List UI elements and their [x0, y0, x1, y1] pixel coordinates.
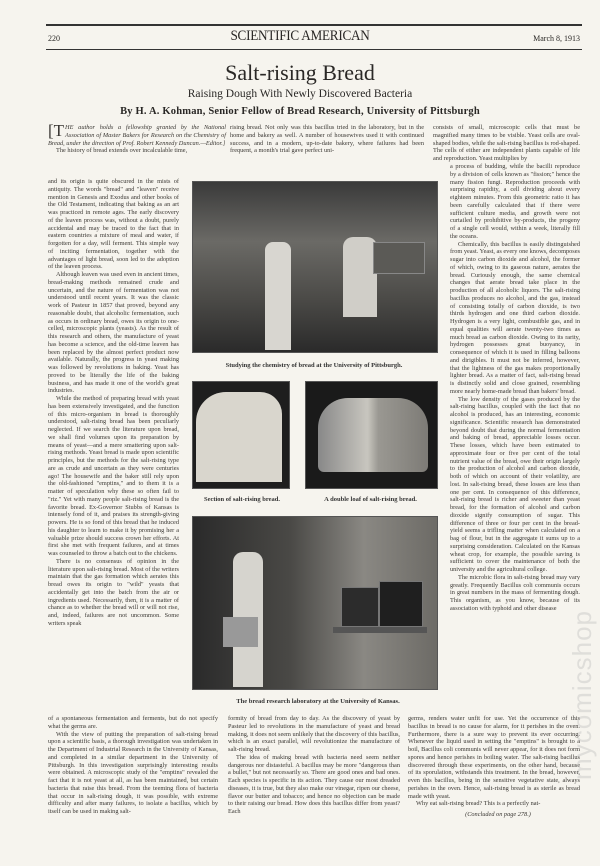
- paragraph: While the method of preparing bread with yeast has been extensively investigated, and the function of this micro-organism in bread is thoroughly understood, salt-rising bread has been peculiarly neglected. If we search the literature upon bread, we shall find volumes upon its preparation by means of yeast—and a mere smattering upon salt-rising methods. Yeast bread is made upon scientific principles, but the methods for the salt-rising type are as crude and uncertain as they were centuries ago! The housewife and the baker still rely upon the old-fashioned "emptins," and to them it is a matter of speculation why these so often fail to "riz." Yet with many people salt-rising bread is the favorite bread. Ex-Governor Stubbs of Kansas is intensely fond of it, and praises its strength-giving powers. He is so fond of this bread that he induced his daughter to learn to make it by promising her a valuable prize should success crown her efforts. At first she met with frequent failures, and at times was counseled to throw a batch out to the chickens.: [48, 395, 179, 557]
- bottom-column-2: [228, 715, 400, 816]
- figure-caption: The bread research laboratory at the University of Kansas.: [236, 698, 400, 705]
- figure-caption: Studying the chemistry of bread at the University of Pittsburgh.: [225, 362, 403, 369]
- article-subtitle: Raising Dough With Newly Discovered Bacteria: [187, 88, 413, 100]
- paragraph: With the view of putting the preparation of salt-rising bread upon a scientific basis, a thorough investigation was undertaken in the Department of Industrial Research in the University of Kansas, and completed in a similar department in the University of Pittsburgh. In this investigation surprisingly interesting results were obtained. A microscopic study of the "emptins" revealed the fact that it is not yeast at all, as has been maintained, but certain bacteria that raise this bread. From the teeming flora of bacteria that occur in salt-rising dough, it was possible, with extreme difficulty and after many failures, to isolate a bacillus, which by itself can be used in making salt-: [48, 730, 218, 815]
- paragraph: The idea of making bread with bacteria need seem neither dangerous nor distasteful. A bacillus may be more "dangerous than a bullet," but not necessarily so. There are good ones and bad ones. Each species is specific in its action. They cause our most dreaded diseases, it is true, but they also make our vinegar, ripen our cheese, flavor our butter and tobacco; and hence no objection can be made to their raising our bread. How does this bacillus differ from yeast? Each: [228, 753, 400, 815]
- editor-note: [THE author holds a fellowship granted by the National Association of Master Bakers for Research on the Chemistry of Bread, under the direction of Prof. Robert Kennedy Duncan.—Editor.]: [48, 121, 226, 147]
- paragraph: The history of bread extends over incalculable time,: [56, 147, 188, 155]
- left-column-top: [48, 121, 226, 155]
- middle-column-top: [230, 124, 424, 155]
- paragraph: Why eat salt-rising bread? This is a perfectly nat-: [416, 800, 541, 808]
- photo-bread-section: [192, 381, 290, 489]
- paragraph: and its origin is quite obscured in the mists of antiquity. The words "bread" and "leaven" receive mention in Genesis and Exodus and other books of the Old Testament, indicating that baking as an art was practiced in remote ages. The early discovery of the leaven process was, without a doubt, purely accidental and may be traced to the fact that in eastern countries a mixture of meal and water, if forgotten for a day, will ferment. This simple way of inciting fermentation, together with the advantages of light bread, soon led to the adoption of the leaven process.: [48, 178, 179, 271]
- continued-notice: (Concluded on page 278.): [465, 811, 531, 818]
- drop-cap: [T: [48, 121, 65, 140]
- top-rule: [46, 24, 582, 26]
- right-column-top: [433, 124, 580, 163]
- page-number: 220: [48, 34, 60, 43]
- paragraph: a process of budding, while the bacilli reproduce by a division of cells known as "fission;" hence the many fission fungi. Reproduction proceeds with surprising rapidity, a cell dividing about every eighteen minutes. From this geometric ratio it has been carefully calculated that if there were sufficient culture media, and growth were not curtailed by prohibitive by-products, the progeny of a single cell would, within a week, literally fill the oceans.: [450, 163, 580, 240]
- paragraph: germs, renders water unfit for use. Yet the occurrence of this bacillus in bread is no cause for alarm, for it perishes in the oven. Furthermore, there is a sure way to prevent its ever occurring. Whenever the liquid used in setting the "emptins" is brought to a boil, Bacillus coli communis will never appear, for it does not form spores and hence perishes in boiling water. The salt-rising bacillus discovered through these experiments, on the other hand, because of its sporulation, withstands this treatment. In the bread, however, even this bacillus, being in the sensitive vegetative state, always perishes in the oven. Hence, salt-rising bread is as sterile as bread made with yeast.: [408, 715, 580, 800]
- masthead: SCIENTIFIC AMERICAN: [230, 28, 370, 44]
- paragraph: There is no consensus of opinion in the literature upon salt-rising bread. Most of the writers maintain that the gas formation which aerates this bread owes its origin to "wild" yeasts that accidentally get into the batch from the air or ingredients used. Necessarily, then, it is a matter of chance as to whether the bread will or will not rise, and, indeed, failures are not uncommon. Some writers speak: [48, 557, 179, 627]
- photo-kansas-lab: [192, 516, 438, 690]
- photo-double-loaf: [305, 381, 438, 489]
- paragraph: formity of bread from day to day. As the discovery of yeast by Pasteur led to revolutions in the manufacture of yeast and bread making, it does not seem unlikely that the discovery of this bacillus, which is an exact parallel, will revolutionize the manufacture of salt-rising bread.: [228, 715, 400, 753]
- paragraph: of a spontaneous fermentation and ferments, but do not specify what the germs are.: [48, 715, 218, 730]
- paragraph: consists of small, microscopic cells that must be magnified many times to be visible. Yeast cells are oval-shaped bodies, while the salt-rising bacillus is rod-shaped. The cells of either are independent plants capable of life and reproduction. Yeast multiplies by: [433, 124, 580, 162]
- figure-caption: A double loaf of salt-rising bread.: [324, 496, 417, 503]
- bottom-column-1: [48, 715, 218, 816]
- watermark: mycomicshop: [567, 610, 597, 780]
- right-column: [450, 163, 580, 613]
- paragraph: rising bread. Not only was this bacillus tried in the laboratory, but in the home and bakery as well. A number of housewives used it with continued success, and in a modern, up-to-date bakery, where failures had been frequent, a month's trial gave perfect uni-: [230, 124, 424, 155]
- left-column: [48, 178, 179, 628]
- paragraph: The low density of the gases produced by the salt-rising bacillus, coupled with the fact that no alcohol is produced, has an interesting, economic significance. Scientific research has demonstrated beyond doubt that during the normal fermentation and baking of bread, appreciable losses occur. These losses, which have been estimated to approximate four or five per cent of the total nutrient value of the bread, owe their origin largely to the production of alcohol and carbon dioxide, both of which on account of their volatility, are lost. In salt-rising bread, these losses are less than one per cent. In consequence of this difference, salt-rising bread is richer and sweeter than yeast bread, for the formation of alcohol and carbon dioxide signify consumption of sugar. This difference of three or four per cent in the bread-yield seems a trifling matter when calculated on a bag of flour, but in the aggregate it sums up to a surprising consideration. Calculated on the Kansas wheat crop, for example, the possible saving is sufficient to cover the maintenance of both the university and the agricultural college.: [450, 395, 580, 573]
- header-rule: [46, 49, 582, 50]
- paragraph: Although leaven was used even in ancient times, bread-making methods remained crude and uncertain, and the nature of fermentation was not understood until recent years. It was the classic work of Pasteur in 1857 that proved, beyond any reasonable doubt, that alcoholic fermentation, such as occurs in ordinary bread, owes its origin to one-celled, microscopic plants (yeasts). As the result of this research and others, the manufacture of yeast has become a science, and the old-time leaven has been replaced by the almost perfect product now available. Naturally, the progress in yeast making was followed by revolutions in baking. Yeast has proved to be literally the life of the baking business, and has made it one of the world's great industries.: [48, 271, 179, 395]
- figure-caption: Section of salt-rising bread.: [203, 496, 281, 503]
- bottom-column-3: [408, 715, 580, 819]
- article-title: Salt-rising Bread: [225, 60, 375, 85]
- paragraph: The microbic flora in salt-rising bread may vary greatly. Frequently Bacillus coli communis occurs in great numbers in the mass of fermenting dough. This organism, as you know, because of its association with typhoid and other disease: [450, 573, 580, 612]
- byline: By H. A. Kohman, Senior Fellow of Bread Research, University of Pittsburgh: [120, 106, 480, 117]
- issue-date: March 8, 1913: [533, 34, 580, 43]
- photo-pittsburgh-lab: [192, 181, 438, 353]
- paragraph: Chemically, this bacillus is easily distinguished from yeast. Yeast, as every one knows, decomposes sugar into carbon dioxide and alcohol, the former of which, owing to its gaseous nature, aerates the bread. Curiously enough, the same chemical changes that aerate bread take place in the production of all alcoholic liquors. The salt-rising bacillus produces no alcohol, and the gas, instead of consisting totally of carbon dioxide, is two thirds hydrogen and one third carbon dioxide. Hydrogen is a very light, combustible gas, and in equal qualities will aerate twenty-two times as much bread as carbon dioxide. Owing to its rarity, hydrogen possesses great buoyancy, in consequence of which it is used in filling balloons and dirigibles. It must not be inferred, however, that the lightness of the gas makes proportionally lighter bread. As a matter of fact, salt-rising bread is distinctly solid and close grained, resembling more nearly home-made bread than bakers' bread.: [450, 240, 580, 395]
